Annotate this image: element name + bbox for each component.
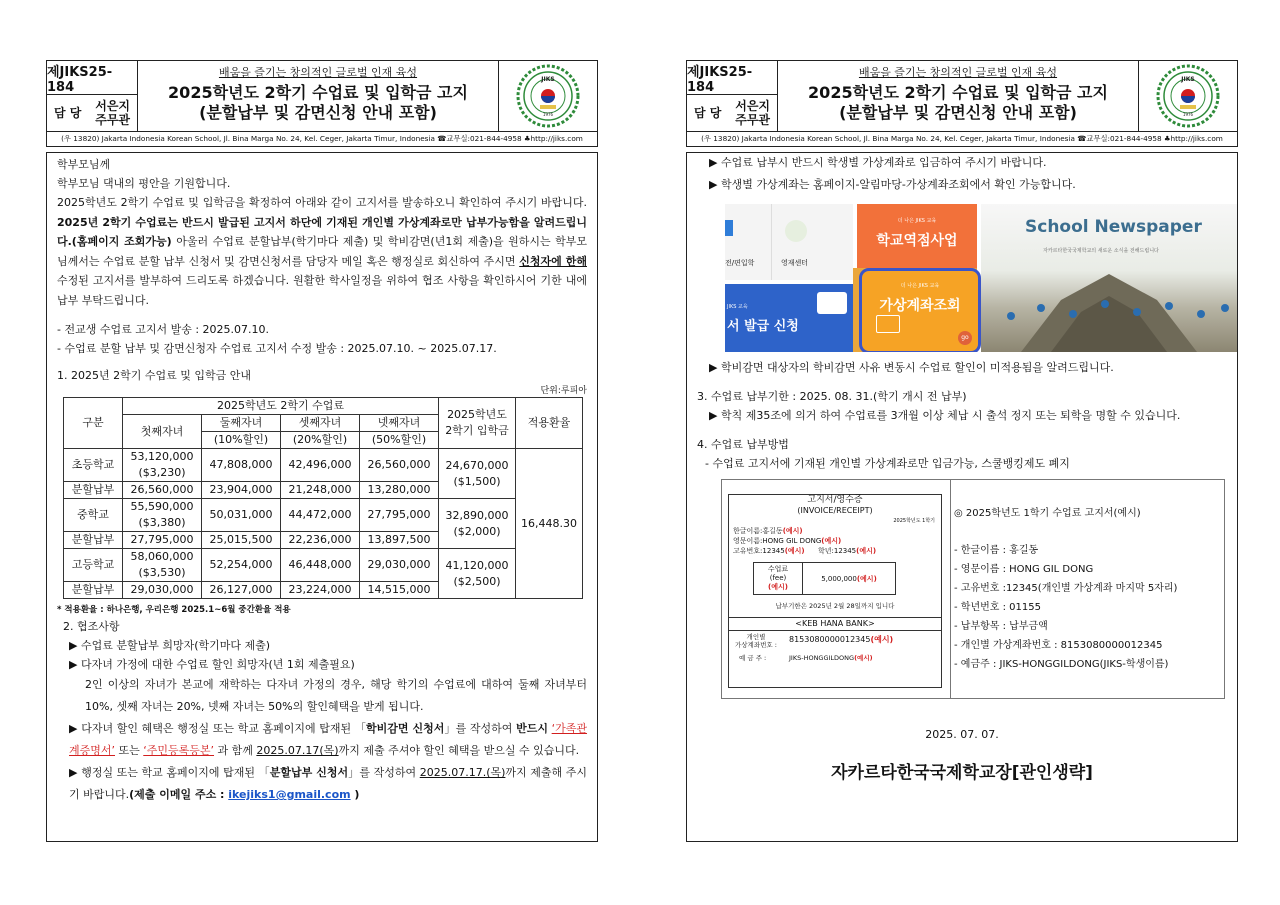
invoice-term: 2025학년도 1학기 [893, 518, 935, 524]
manager-name: 서은지 주무관 [735, 98, 771, 127]
section-3-note: ▶ 학칙 제35조에 의거 하여 수업료를 3개월 이상 체납 시 출석 정지 또는 퇴학을 명할 수 있습니다. [709, 409, 1181, 422]
document-id: 제JIKS25-184 [687, 61, 778, 95]
document-title: 2025학년도 2학기 수업료 및 입학금 고지 (분할납부 및 감면신청 안내 포함) [808, 83, 1108, 122]
invoice-bank: <KEB HANA BANK> [729, 617, 941, 631]
row-first: 27,795,000 [123, 532, 202, 549]
invoice-divider [950, 480, 951, 698]
row-fourth: 29,030,000 [360, 549, 439, 582]
legend-item: - 납부항목 : 납부금액 [954, 621, 1048, 632]
intro-paragraph: 2025학년도 2학기 수업료 및 입학금을 확정하여 아래와 같이 고지서를 발송하오니 확인하여 주시기 바랍니다. 2025년 2학기 수업료는 반드시 발급된 고지서 하단에 기재된 개인별 가상계좌로만 납부가능함을 알려드립니다.(홈페이지 조회가능) 아울러 수업료 분할납부(학기마다 제출) 및 학비감면(년1회 제출)을 원하시는 학부모님께서는 수업료 분할 납부 신청서 및 감면신청서를 담당자 메일 혹은 행정실로 회신하여 주시면 신청자에 한해 수정된 고지서를 발부하여 드리도록 하겠습니다. 원활한 학사일정을 위하여 협조 사항을 확인하시어 기한 내에 납부 부탁드립니다. [57, 196, 587, 307]
coop-item-split-form: ▶ 행정실 또는 학교 홈페이지에 탑재된 「분할납부 신청서」를 작성하여 2025.07.17.(목)까지 제출해 주시기 바랍니다.(제출 이메일 주소 : ikejiks1@gmail.com ) [69, 766, 588, 801]
header-category: 구분 [64, 398, 123, 449]
row-third: 21,248,000 [281, 482, 360, 499]
coop-multichild-detail: 2인 이상의 자녀가 본교에 재학하는 다자녀 가정의 경우, 해당 학기의 수업료에 대하여 둘째 자녀부터 10%, 셋째 자녀는 20%, 넷째 자녀는 50%의 할인혜택을 받게 됩니다. [85, 678, 587, 713]
wish: 학부모님 댁내의 평안을 기원합니다. [57, 177, 231, 190]
coop-item-split: ▶ 수업료 분할납부 희망자(학기마다 제출) [69, 639, 271, 652]
invoice-deadline: 납부기한은 2025년 2월 28일까지 입니다 [775, 602, 895, 610]
manager-name: 서은지 주무관 [95, 98, 131, 127]
school-slogan: 배움을 즐기는 창의적인 글로벌 인재 육성 [218, 66, 418, 79]
invoice-example [721, 479, 1225, 699]
header-third-child: 셋째자녀 [281, 415, 360, 432]
invoice-english-name: 영문이름:HONG GIL DONG(예시) [733, 537, 842, 545]
example-title: ◎ 2025학년도 1학기 수업료 고지서(예시) [954, 508, 1141, 519]
menu-tiles [725, 204, 853, 280]
row-first: 55,590,000 ($3,380) [123, 499, 202, 532]
row-third: 22,236,000 [281, 532, 360, 549]
virtual-account-tile[interactable]: 더 나은 JIKS 교육 가상계좌조회 go [859, 268, 981, 352]
row-name: 초등학교 [64, 449, 123, 482]
school-logo [1138, 61, 1237, 131]
coop-item-multichild: ▶ 다자녀 가정에 대한 수업료 할인 희망자(년 1회 제출필요) [69, 658, 355, 671]
legend-item: - 학년번호 : 01155 [954, 602, 1041, 613]
notice-page-1 [46, 60, 598, 842]
school-address: (우 13820) Jakarta Indonesia Korean School, Jl. Bina Marga No. 24, Kel. Ceger, Jakarta Timur, Indonesia ☎교무실:021-844-4958 ♣http://jiks.com [686, 132, 1238, 147]
row-second: 25,015,500 [202, 532, 281, 549]
row-name: 분할납부 [64, 532, 123, 549]
notice-body [46, 152, 598, 842]
row-name: 고등학교 [64, 549, 123, 582]
table-row [64, 499, 583, 532]
school-slogan: 배움을 즐기는 창의적인 글로벌 인재 육성 [858, 66, 1058, 79]
document-id: 제JIKS25-184 [47, 61, 138, 95]
svg-text:JIKS: JIKS [1181, 76, 1195, 83]
document-title: 2025학년도 2학기 수업료 및 입학금 고지 (분할납부 및 감면신청 안내 포함) [168, 83, 468, 122]
header-entry-fee: 2025학년도 2학기 입학금 [439, 398, 516, 449]
notice-body [686, 152, 1238, 842]
section-4-note: - 수업료 고지서에 기재된 개인별 가상계좌로만 입금가능, 스쿨뱅킹제도 폐지 [705, 457, 1070, 470]
row-second: 26,127,000 [202, 582, 281, 599]
row-name: 분할납부 [64, 582, 123, 599]
row-fourth: 27,795,000 [360, 499, 439, 532]
section-3-heading: 3. 수업료 납부기한 : 2025. 08. 31.(학기 개시 전 납부) [697, 390, 967, 403]
jiks-emblem-icon [508, 64, 588, 128]
legend-item: - 한글이름 : 홍길동 [954, 545, 1039, 556]
row-entry: 32,890,000 ($2,000) [439, 499, 516, 549]
svg-text:JIKS: JIKS [541, 76, 555, 83]
row-second: 52,254,000 [202, 549, 281, 582]
legend-item: - 개인별 가상계좌번호 : 8153080000012345 [954, 640, 1163, 651]
manager-cell [47, 94, 138, 131]
header-second-child: 둘째자녀 [202, 415, 281, 432]
notice-revised-send-date: - 수업료 분할 납부 및 감면신청자 수업료 고지서 수정 발송 : 2025.07.10. ~ 2025.07.17. [57, 342, 497, 355]
table-row [64, 449, 583, 482]
menu-admission[interactable]: 전/편입학 [725, 204, 772, 280]
row-third: 46,448,000 [281, 549, 360, 582]
row-fourth: 13,897,500 [360, 532, 439, 549]
section-1-heading: 1. 2025년 2학기 수업료 및 입학금 안내 [57, 369, 251, 382]
exchange-rate-value: 16,448.30 [516, 449, 583, 599]
header-fourth-discount: (50%할인) [360, 432, 439, 449]
gifted-center-icon [785, 220, 807, 242]
payment-bullet-1: ▶ 수업료 납부시 반드시 학생별 가상계좌로 입금하여 주시기 바랍니다. [709, 156, 1047, 169]
homepage-banner [725, 204, 1237, 352]
header-tuition: 2025학년도 2학기 수업료 [123, 398, 439, 415]
row-name: 분할납부 [64, 482, 123, 499]
manager-cell [687, 94, 778, 131]
school-logo [498, 61, 597, 131]
header-first-child: 첫째자녀 [123, 415, 202, 449]
legend-item: - 예금주 : JIKS-HONGGILDONG(JIKS-학생이름) [954, 659, 1169, 670]
section-4-heading: 4. 수업료 납부방법 [697, 438, 789, 451]
school-address: (우 13820) Jakarta Indonesia Korean School, Jl. Bina Marga No. 24, Kel. Ceger, Jakarta Timur, Indonesia ☎교무실:021-844-4958 ♣http://jiks.com [46, 132, 598, 147]
invoice-fee-label: 수업료 (fee) (예시) [754, 563, 803, 595]
certificate-icon [817, 292, 847, 314]
exchange-rate-note: * 적용환율 : 하나은행, 우리은행 2025.1~6월 중간환율 적용 [57, 605, 291, 615]
invoice-title-en: (INVOICE/RECEIPT) [797, 506, 873, 515]
header-fourth-child: 넷째자녀 [360, 415, 439, 432]
manager-label: 담 당 [53, 106, 82, 120]
svg-text:1976: 1976 [542, 112, 554, 117]
section-2-heading: 2. 협조사항 [63, 620, 120, 633]
coop-item-discount-docs: ▶ 다자녀 할인 혜택은 행정실 또는 학교 홈페이지에 탑재된 「학비감면 신청서」를 작성하여 반드시 ‘가족관계증명서’ 또는 ‘주민등록등본’ 과 함께 2025.07.17(목)까지 제출 주셔야 할인 혜택을 받으실 수 있습니다. [69, 722, 588, 757]
invoice-sample [728, 494, 942, 688]
certificate-tile[interactable]: JIKS 교육 서 발급 신청 [725, 284, 853, 352]
legend-item: - 고유번호 :12345(개인별 가상계좌 마지막 5자리) [954, 583, 1178, 594]
email-link[interactable]: ikejiks1@gmail.com [228, 788, 351, 801]
row-third: 42,496,000 [281, 449, 360, 482]
row-second: 23,904,000 [202, 482, 281, 499]
document-header [686, 60, 1238, 132]
row-fourth: 26,560,000 [360, 449, 439, 482]
tuition-table [63, 397, 583, 599]
invoice-legend [954, 504, 1214, 674]
newspaper-tile[interactable]: School Newspaper 자카르타한국국제학교의 새로운 소식을 전해드립니다 [981, 204, 1237, 352]
row-third: 44,472,000 [281, 499, 360, 532]
row-first: 58,060,000 ($3,530) [123, 549, 202, 582]
principal-signature: 자카르타한국국제학교장[관인생략] [831, 763, 1093, 783]
row-fourth: 14,515,000 [360, 582, 439, 599]
card-icon [876, 315, 900, 333]
notice-page-2 [686, 60, 1238, 842]
issue-date: 2025. 07. 07. [925, 728, 999, 741]
row-second: 47,808,000 [202, 449, 281, 482]
header-exchange-rate: 적용환율 [516, 398, 583, 449]
jiks-emblem-icon [1148, 64, 1228, 128]
invoice-fee-amount: 5,000,000(예시) [803, 563, 896, 595]
row-first: 29,030,000 [123, 582, 202, 599]
legend-item: - 영문이름 : HONG GIL DONG [954, 564, 1094, 575]
header-second-discount: (10%할인) [202, 432, 281, 449]
row-third: 23,224,000 [281, 582, 360, 599]
payment-bullet-2: ▶ 학생별 가상계좌는 홈페이지-알림마당-가상계좌조회에서 확인 가능합니다. [709, 178, 1076, 191]
discount-change-note: ▶ 학비감면 대상자의 학비감면 사유 변동시 수업료 할인이 미적용됨을 알려드립니다. [709, 361, 1114, 374]
invoice-fee-table [753, 562, 896, 595]
row-first: 26,560,000 [123, 482, 202, 499]
notice-send-date: - 전교생 수업료 고지서 발송 : 2025.07.10. [57, 323, 270, 336]
admission-icon [725, 220, 733, 236]
invoice-account: 개인별 가상계좌번호 : 8153080000012345(예시) 예 금 주 : JIKS-HONGGILDONG(예시) [735, 633, 894, 662]
row-first: 53,120,000 ($3,230) [123, 449, 202, 482]
row-entry: 41,120,000 ($2,500) [439, 549, 516, 599]
go-icon[interactable]: go [958, 331, 972, 345]
header-third-discount: (20%할인) [281, 432, 360, 449]
table-row [64, 549, 583, 582]
invoice-title: 고지서/영수증 [807, 495, 863, 505]
manager-label: 담 당 [693, 106, 722, 120]
school-project-tile[interactable]: 더 나은 JIKS 교육 학교역점사업 [857, 204, 977, 276]
greeting: 학부모님께 [57, 158, 111, 171]
document-header [46, 60, 598, 132]
row-entry: 24,670,000 ($1,500) [439, 449, 516, 499]
temple-photo-icon [981, 204, 1237, 352]
row-fourth: 13,280,000 [360, 482, 439, 499]
invoice-korean-name: 한글이름:홍길동(예시) [733, 527, 803, 535]
menu-gifted-center[interactable]: 영재센터 [781, 259, 809, 267]
invoice-id: 고유번호:12345(예시) 학년:12345(예시) [733, 547, 877, 555]
currency-unit: 단위:루피아 [540, 386, 587, 396]
row-name: 중학교 [64, 499, 123, 532]
svg-text:1976: 1976 [1182, 112, 1194, 117]
row-second: 50,031,000 [202, 499, 281, 532]
